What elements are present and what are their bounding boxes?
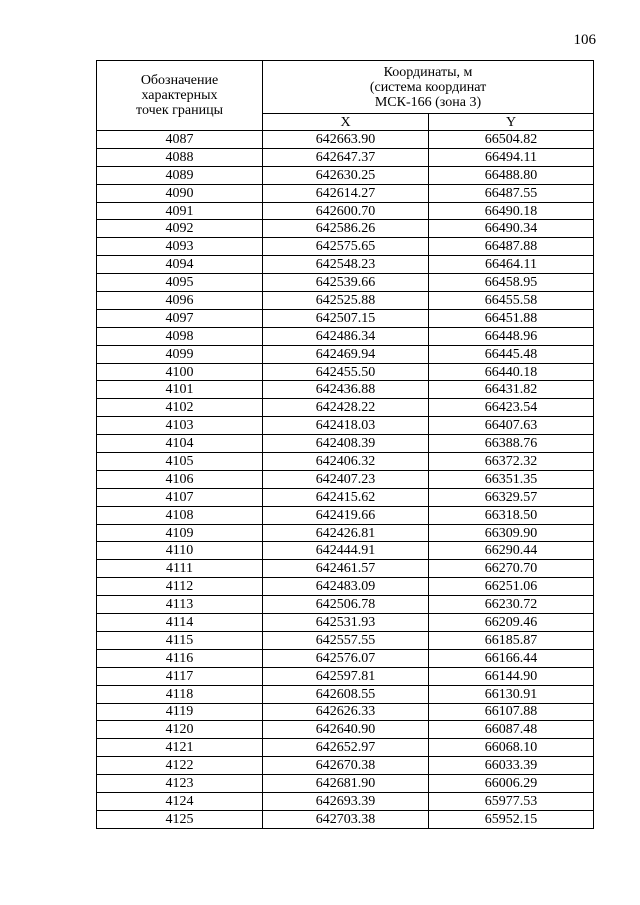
table-row	[97, 131, 594, 149]
x-coordinate-cell: 642614.27	[263, 184, 429, 202]
x-coordinate-cell: 642531.93	[263, 614, 429, 632]
table-row	[97, 667, 594, 685]
table-row	[97, 238, 594, 256]
table-row	[97, 631, 594, 649]
coordinates-table	[96, 60, 594, 829]
x-coordinate-cell: 642670.38	[263, 757, 429, 775]
point-id-cell: 4117	[97, 667, 263, 685]
y-coordinate-cell: 66451.88	[429, 309, 594, 327]
table-row	[97, 614, 594, 632]
point-id-cell: 4124	[97, 792, 263, 810]
point-id-cell: 4109	[97, 524, 263, 542]
point-id-cell: 4092	[97, 220, 263, 238]
point-id-cell: 4090	[97, 184, 263, 202]
point-id-cell: 4118	[97, 685, 263, 703]
table-row	[97, 417, 594, 435]
point-id-cell: 4115	[97, 631, 263, 649]
table-row	[97, 649, 594, 667]
y-coordinate-cell: 66230.72	[429, 596, 594, 614]
y-coordinate-cell: 66488.80	[429, 166, 594, 184]
table-row	[97, 685, 594, 703]
table-row	[97, 596, 594, 614]
table-row	[97, 810, 594, 828]
x-coordinate-cell: 642608.55	[263, 685, 429, 703]
y-coordinate-cell: 66490.18	[429, 202, 594, 220]
y-coordinate-cell: 66290.44	[429, 542, 594, 560]
y-coordinate-cell: 66458.95	[429, 274, 594, 292]
table-row	[97, 148, 594, 166]
table-row	[97, 399, 594, 417]
y-coordinate-cell: 66423.54	[429, 399, 594, 417]
table-row	[97, 166, 594, 184]
table-row	[97, 274, 594, 292]
x-coordinate-cell: 642418.03	[263, 417, 429, 435]
point-id-cell: 4116	[97, 649, 263, 667]
table-row	[97, 256, 594, 274]
y-coordinate-cell: 66166.44	[429, 649, 594, 667]
x-coordinate-cell: 642576.07	[263, 649, 429, 667]
table-row	[97, 542, 594, 560]
table-row	[97, 327, 594, 345]
y-coordinate-cell: 66448.96	[429, 327, 594, 345]
y-coordinate-cell: 66504.82	[429, 131, 594, 149]
point-id-cell: 4111	[97, 560, 263, 578]
point-id-cell: 4093	[97, 238, 263, 256]
table-row	[97, 345, 594, 363]
y-coordinate-cell: 66372.32	[429, 453, 594, 471]
point-id-cell: 4089	[97, 166, 263, 184]
x-coordinate-cell: 642539.66	[263, 274, 429, 292]
x-coordinate-cell: 642506.78	[263, 596, 429, 614]
x-coordinate-cell: 642681.90	[263, 775, 429, 793]
point-id-cell: 4104	[97, 435, 263, 453]
y-coordinate-cell: 66440.18	[429, 363, 594, 381]
y-coordinate-cell: 66185.87	[429, 631, 594, 649]
point-id-cell: 4097	[97, 309, 263, 327]
x-coordinate-cell: 642548.23	[263, 256, 429, 274]
y-coordinate-cell: 66329.57	[429, 488, 594, 506]
x-coordinate-cell: 642419.66	[263, 506, 429, 524]
x-coordinate-cell: 642469.94	[263, 345, 429, 363]
x-coordinate-cell: 642483.09	[263, 578, 429, 596]
table-row	[97, 739, 594, 757]
table-row	[97, 292, 594, 310]
point-id-cell: 4099	[97, 345, 263, 363]
header-name-line: Обозначение	[140, 73, 219, 88]
x-coordinate-cell: 642461.57	[263, 560, 429, 578]
y-coordinate-cell: 66006.29	[429, 775, 594, 793]
x-coordinate-cell: 642652.97	[263, 739, 429, 757]
table-row	[97, 703, 594, 721]
y-coordinate-cell: 66490.34	[429, 220, 594, 238]
page-number: 106	[573, 32, 596, 48]
x-coordinate-cell: 642647.37	[263, 148, 429, 166]
point-id-cell: 4098	[97, 327, 263, 345]
point-id-cell: 4112	[97, 578, 263, 596]
header-coords-line: МСК-166 (зона 3)	[374, 94, 482, 110]
point-id-cell: 4125	[97, 810, 263, 828]
y-coordinate-cell: 66209.46	[429, 614, 594, 632]
x-coordinate-cell: 642415.62	[263, 488, 429, 506]
y-coordinate-cell: 66388.76	[429, 435, 594, 453]
point-id-cell: 4101	[97, 381, 263, 399]
y-coordinate-cell: 66318.50	[429, 506, 594, 524]
header-point-designation	[97, 61, 263, 131]
header-name-line: характерных	[141, 88, 218, 103]
point-id-cell: 4113	[97, 596, 263, 614]
point-id-cell: 4091	[97, 202, 263, 220]
x-coordinate-cell: 642663.90	[263, 131, 429, 149]
table-row	[97, 506, 594, 524]
point-id-cell: 4105	[97, 453, 263, 471]
y-coordinate-cell: 66494.11	[429, 148, 594, 166]
point-id-cell: 4119	[97, 703, 263, 721]
table-row	[97, 381, 594, 399]
x-coordinate-cell: 642557.55	[263, 631, 429, 649]
header-coords-line: Координаты, м	[383, 64, 473, 80]
x-coordinate-cell: 642597.81	[263, 667, 429, 685]
point-id-cell: 4094	[97, 256, 263, 274]
x-coordinate-cell: 642407.23	[263, 470, 429, 488]
table-row	[97, 453, 594, 471]
y-coordinate-cell: 66107.88	[429, 703, 594, 721]
table-row	[97, 363, 594, 381]
y-coordinate-cell: 66464.11	[429, 256, 594, 274]
x-coordinate-cell: 642525.88	[263, 292, 429, 310]
table-row	[97, 220, 594, 238]
header-coordinates	[263, 61, 594, 114]
x-coordinate-cell: 642600.70	[263, 202, 429, 220]
table-body	[97, 131, 594, 829]
point-id-cell: 4087	[97, 131, 263, 149]
point-id-cell: 4123	[97, 775, 263, 793]
x-coordinate-cell: 642428.22	[263, 399, 429, 417]
y-coordinate-cell: 66251.06	[429, 578, 594, 596]
table-row	[97, 470, 594, 488]
y-coordinate-cell: 65952.15	[429, 810, 594, 828]
x-coordinate-cell: 642406.32	[263, 453, 429, 471]
x-coordinate-cell: 642444.91	[263, 542, 429, 560]
point-id-cell: 4095	[97, 274, 263, 292]
x-coordinate-cell: 642693.39	[263, 792, 429, 810]
table-row	[97, 757, 594, 775]
y-coordinate-cell: 66144.90	[429, 667, 594, 685]
x-coordinate-cell: 642436.88	[263, 381, 429, 399]
point-id-cell: 4122	[97, 757, 263, 775]
table-row	[97, 202, 594, 220]
x-coordinate-cell: 642703.38	[263, 810, 429, 828]
x-coordinate-cell: 642630.25	[263, 166, 429, 184]
y-coordinate-cell: 66087.48	[429, 721, 594, 739]
table-row	[97, 775, 594, 793]
y-coordinate-cell: 65977.53	[429, 792, 594, 810]
y-coordinate-cell: 66130.91	[429, 685, 594, 703]
x-coordinate-cell: 642408.39	[263, 435, 429, 453]
header-y: Y	[429, 114, 594, 131]
table-row	[97, 578, 594, 596]
y-coordinate-cell: 66455.58	[429, 292, 594, 310]
x-coordinate-cell: 642486.34	[263, 327, 429, 345]
table-row	[97, 792, 594, 810]
table-row	[97, 721, 594, 739]
point-id-cell: 4102	[97, 399, 263, 417]
table-row	[97, 488, 594, 506]
point-id-cell: 4114	[97, 614, 263, 632]
table-row	[97, 524, 594, 542]
y-coordinate-cell: 66033.39	[429, 757, 594, 775]
point-id-cell: 4100	[97, 363, 263, 381]
point-id-cell: 4103	[97, 417, 263, 435]
point-id-cell: 4096	[97, 292, 263, 310]
y-coordinate-cell: 66445.48	[429, 345, 594, 363]
table-row	[97, 560, 594, 578]
x-coordinate-cell: 642586.26	[263, 220, 429, 238]
x-coordinate-cell: 642626.33	[263, 703, 429, 721]
point-id-cell: 4110	[97, 542, 263, 560]
y-coordinate-cell: 66309.90	[429, 524, 594, 542]
y-coordinate-cell: 66270.70	[429, 560, 594, 578]
table-row	[97, 309, 594, 327]
y-coordinate-cell: 66487.55	[429, 184, 594, 202]
point-id-cell: 4088	[97, 148, 263, 166]
point-id-cell: 4121	[97, 739, 263, 757]
header-x: X	[263, 114, 429, 131]
table-row	[97, 435, 594, 453]
x-coordinate-cell: 642507.15	[263, 309, 429, 327]
x-coordinate-cell: 642455.50	[263, 363, 429, 381]
x-coordinate-cell: 642575.65	[263, 238, 429, 256]
header-coords-line: (система координат	[369, 79, 487, 95]
point-id-cell: 4120	[97, 721, 263, 739]
y-coordinate-cell: 66407.63	[429, 417, 594, 435]
point-id-cell: 4106	[97, 470, 263, 488]
header-name-line: точек границы	[136, 103, 223, 118]
y-coordinate-cell: 66487.88	[429, 238, 594, 256]
point-id-cell: 4108	[97, 506, 263, 524]
y-coordinate-cell: 66068.10	[429, 739, 594, 757]
y-coordinate-cell: 66351.35	[429, 470, 594, 488]
y-coordinate-cell: 66431.82	[429, 381, 594, 399]
x-coordinate-cell: 642640.90	[263, 721, 429, 739]
table-row	[97, 184, 594, 202]
x-coordinate-cell: 642426.81	[263, 524, 429, 542]
point-id-cell: 4107	[97, 488, 263, 506]
